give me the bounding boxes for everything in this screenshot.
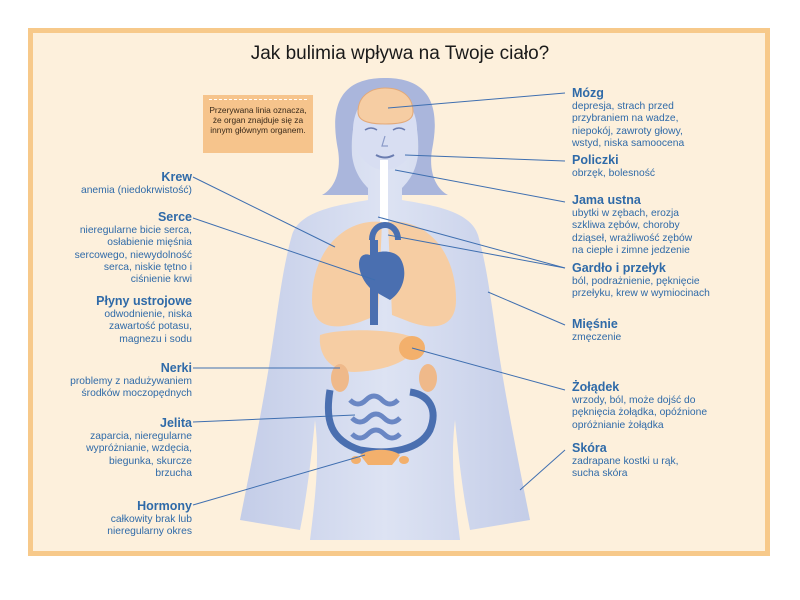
label-line: problemy z nadużywaniem — [70, 376, 192, 387]
label-line: anemia (niedokrwistość) — [80, 185, 192, 196]
brain-shape — [358, 88, 413, 124]
label-zoladek — [572, 380, 772, 432]
label-krew — [0, 170, 192, 197]
label-miesnie — [572, 317, 772, 344]
label-line: zmęczenie — [572, 332, 622, 343]
label-heading: Hormony — [137, 499, 192, 513]
label-serce — [0, 210, 192, 286]
label-heading: Żołądek — [572, 380, 620, 394]
label-line: osłabienie mięśnia — [107, 237, 192, 249]
label-line: ubytki w zębach, erozja — [572, 208, 680, 219]
label-line: sercowego, niewydolność — [74, 249, 192, 261]
trachea — [380, 160, 388, 225]
label-line: ból, podrażnienie, pęknięcie — [572, 276, 700, 287]
note-dash-sample — [209, 99, 307, 100]
kidney-right — [419, 364, 437, 392]
leader-miesnie — [488, 292, 565, 325]
label-line: ciśnienie krwi — [130, 274, 192, 286]
label-heading: Serce — [157, 210, 192, 224]
label-line: dziąseł, wrażliwość zębów — [572, 232, 693, 244]
label-line: nieregularne bicie serca, — [79, 225, 192, 236]
label-line: szkliwa zębów, choroby — [572, 220, 680, 232]
label-heading: Mózg — [572, 86, 604, 100]
label-line: przybraniem na wadze, — [572, 113, 679, 125]
label-heading: Jelita — [160, 416, 192, 430]
label-line: przełyku, krew w wymiocinach — [572, 288, 710, 300]
label-line: odwodnienie, niska — [104, 309, 192, 320]
label-line: obrzęk, bolesność — [572, 168, 655, 179]
label-line: zawartość potasu, — [109, 321, 192, 333]
label-jelita — [0, 416, 192, 480]
label-line: zaparcia, nieregularne — [90, 431, 192, 442]
label-heading: Skóra — [572, 441, 607, 455]
label-heading: Płyny ustrojowe — [96, 294, 192, 308]
label-heading: Nerki — [160, 361, 192, 375]
label-line: pęknięcia żołądka, opóźnione — [572, 407, 708, 419]
label-line: biegunka, skurcze — [109, 455, 192, 467]
leader-krew — [193, 177, 335, 247]
label-heading: Mięśnie — [572, 317, 618, 331]
ovary-right — [399, 456, 409, 464]
label-line: wypróżnianie, wzdęcia, — [86, 443, 192, 455]
label-line: brzucha — [155, 467, 192, 479]
label-nerki — [0, 361, 192, 401]
label-mozg — [572, 86, 772, 150]
label-line: wrzody, ból, może dojść do — [572, 395, 696, 406]
label-line: na ciepłe i zimne jedzenie — [572, 244, 690, 256]
label-line: niepokój, zawroty głowy, — [572, 125, 683, 137]
label-line: sucha skóra — [572, 468, 628, 480]
label-plyny-ustrojowe — [0, 294, 192, 346]
note-text: Przerywana linia oznacza, że organ znajduje się za innym głównym organem. — [209, 105, 307, 135]
label-line: opróżnianie żołądka — [572, 419, 664, 431]
label-line: wstyd, niska samoocena — [572, 137, 685, 149]
label-gardlo-i-przelyk — [572, 261, 772, 301]
diagram-title: Jak bulimia wpływa na Twoje ciało? — [250, 43, 550, 64]
label-line: depresja, strach przed — [572, 101, 674, 112]
label-skora — [572, 441, 772, 481]
label-heading: Gardło i przełyk — [572, 261, 666, 275]
label-line: nieregularny okres — [107, 526, 192, 538]
label-jama-ustna — [572, 193, 772, 257]
leader-skora — [520, 450, 565, 490]
dashed-line-note — [203, 95, 313, 153]
label-heading: Jama ustna — [572, 193, 641, 207]
label-line: zadrapane kostki u rąk, — [572, 456, 679, 467]
label-line: całkowity brak lub — [110, 514, 192, 525]
label-heading: Krew — [161, 170, 192, 184]
label-policzki — [572, 153, 772, 180]
label-line: magnezu i sodu — [119, 333, 192, 345]
label-line: serca, niskie tętno i — [103, 261, 192, 273]
label-heading: Policzki — [572, 153, 619, 167]
label-hormony — [0, 499, 192, 539]
label-line: środków moczopędnych — [81, 388, 192, 400]
